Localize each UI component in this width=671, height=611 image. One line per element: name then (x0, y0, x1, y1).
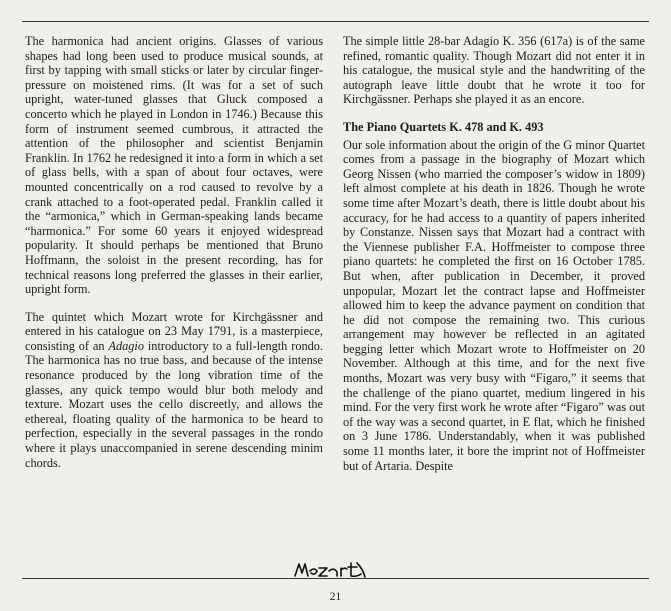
paragraph-quintet (25, 310, 323, 471)
adagio-italic: Adagio (108, 338, 144, 353)
bottom-rule (22, 578, 649, 579)
mozart-signature (0, 557, 671, 583)
left-column (25, 34, 323, 470)
mozart-signature-mark (291, 557, 381, 583)
quintet-text-start: The quintet which Mozart wrote for Kirchgässner and entered in his catalogue on 23 May 1791, is a masterpiece, consisting of an (25, 309, 323, 353)
right-column (343, 34, 645, 473)
quintet-text-end: introductory to a full-length rondo. The harmonica has no true bass, and because of the intense resonance produced by the long vibration time of the glasses, any quick tempo would blur both melody and texture. Mozart uses the cello discreetly, and allows the ethereal, floating quality of the harmonica to be heard to perfection, especially in the several passages in the rondo where it plays unaccompanied in serene descending minim chords. (25, 338, 323, 470)
section-heading-piano-quartets: The Piano Quartets K. 478 and K. 493 (343, 119, 544, 134)
top-rule (22, 21, 649, 22)
paragraph-harmonica-origins: The harmonica had ancient origins. Glasses of various shapes had long been used to produce musical sounds, at first by tapping with small sticks or later by circular finger-pressure on moistened rims. (It was for a set of such upright, water-tuned glasses that Gluck composed a concerto which he played in London in 1746.) Because this form of instrument seemed cumbrous, it attracted the attention of the philosopher and scientist Benjamin Franklin. In 1762 he redesigned it into a form in which a set of glass bells, with a span of about four octaves, were mounted concentrically on a rod caused to revolve by a crank attached to a foot-operated pedal. Franklin called it the “armonica,” which in German-speaking lands became “harmonica.” For some 60 years it enjoyed widespread popularity. It should perhaps be mentioned that Bruno Hoffmann, the soloist in the present recording, has for technical reasons long preferred the glasses in their earlier, upright form. (25, 34, 323, 297)
paragraph-adagio-k356: The simple little 28-bar Adagio K. 356 (617a) is of the same refined, romantic quality. Though Mozart did not enter it in his catalogue, the musical style and the handwriting of the autograph leave little doubt that he wrote it too for Kirchgässner. Perhaps she played it as an encore. (343, 34, 645, 107)
paragraph-piano-quartets: Our sole information about the origin of the G minor Quartet comes from a passage in the biography of Mozart which Georg Nissen (who married the composer’s widow in 1809) left almost complete at his death in 1826. Though he wrote some time after Mozart’s death, there is little doubt about his accuracy, for he had access to a quantity of papers inherited by Constanze. Nissen says that Mozart had a contract with the Viennese publisher F.A. Hoffmeister to compose three piano quartets: he completed the first on 16 October 1785. But when, after publication in December, it proved unpopular, Mozart let the contract lapse and Hoffmeister allowed him to keep the advance payment on condition that he did not compose the remaining two. This curious arrangement may however be reflected in an agitated begging letter which Mozart wrote to Hoffmeister on 20 November. Although at this time, and for the next five months, Mozart was very busy with “Figaro,” it seems that the challenge of the piano quartet, medium lingered in his mind. For the very first work he wrote after “Figaro” was out of the way was a second quartet, in E flat, which he finished on 3 June 1786. Understandably, when it was published some 11 months later, it bore the imprint not of Hoffmeister but of Artaria. Despite (343, 137, 645, 473)
page-number: 21 (329, 591, 342, 603)
